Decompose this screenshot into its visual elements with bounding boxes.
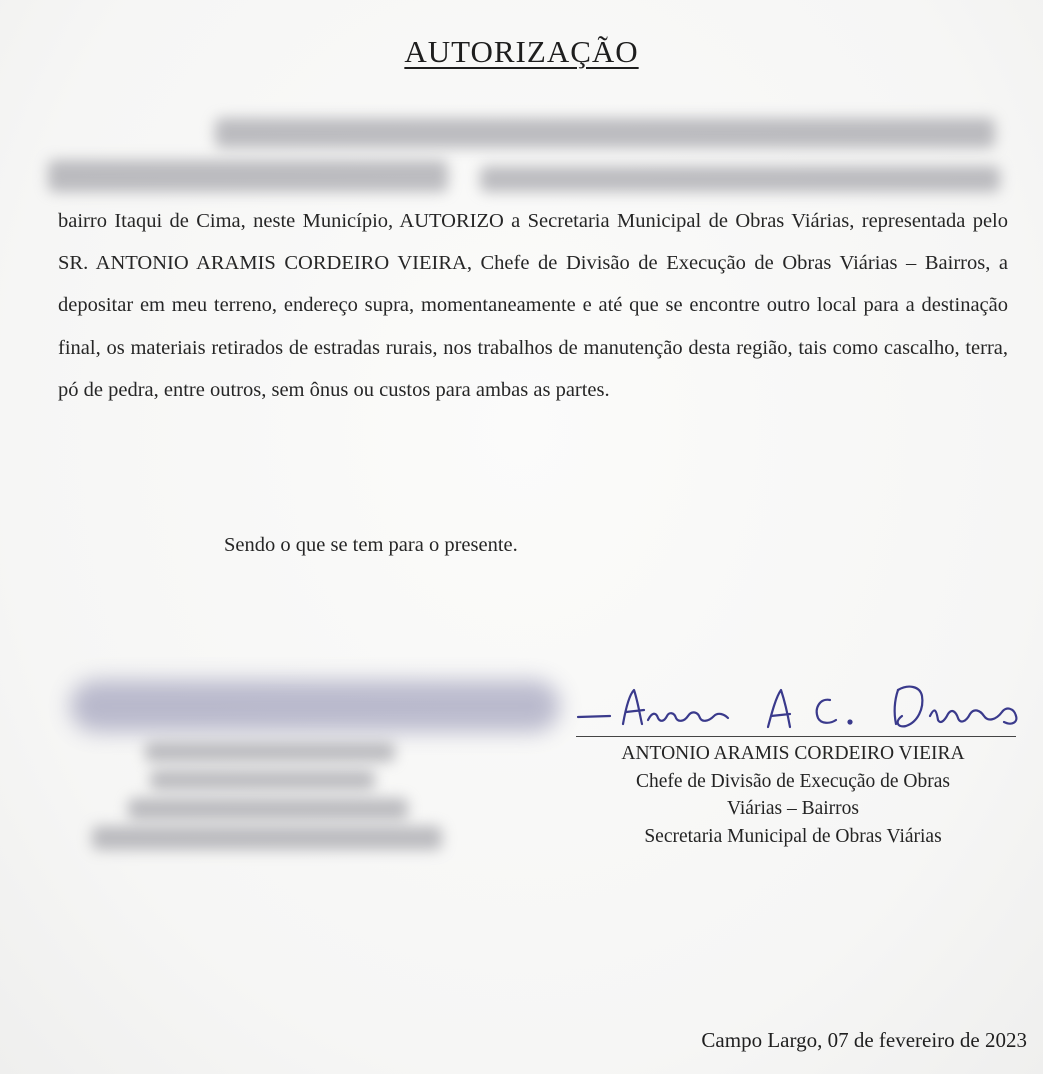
redacted-sig-line-3 <box>128 798 408 820</box>
signatory-role-line-1: Chefe de Divisão de Execução de Obras <box>635 770 951 792</box>
redacted-signature <box>70 680 560 732</box>
signatory-details <box>568 740 1018 850</box>
closing-sentence: Sendo o que se tem para o presente. <box>224 534 518 556</box>
redacted-line-2b <box>480 166 1000 192</box>
signatory-name: ANTONIO ARAMIS CORDEIRO VIEIRA <box>621 743 965 764</box>
title-text: AUTORIZAÇÃO <box>404 34 639 69</box>
handwritten-signature <box>568 672 1038 742</box>
document-title <box>0 34 1043 70</box>
authorization-body: bairro Itaqui de Cima, neste Município, AUTORIZO a Secretaria Municipal de Obras Viárias, representada pelo SR. ANTONIO ARAMIS CORDEIRO VIEIRA, Chefe de Divisão de Execução de Obras Viárias – Bairros, a depositar em meu terreno, endereço supra, momentaneamente e até que se encontre outro local para a destinação final, os materiais retirados de estradas rurais, nos trabalhos de manutenção desta região, tais como cascalho, terra, pó de pedra, entre outros, sem ônus ou custos para ambas as partes. <box>58 210 1008 401</box>
signature-block <box>568 672 1038 862</box>
redacted-signature-block <box>50 670 570 870</box>
signatory-role-line-2: Viárias – Bairros <box>726 798 860 819</box>
redacted-sig-line-2 <box>150 770 375 790</box>
signatory-department: Secretaria Municipal de Obras Viárias <box>644 825 942 847</box>
date-line: Campo Largo, 07 de fevereiro de 2023 <box>701 1028 1027 1052</box>
redacted-line-1 <box>215 118 995 148</box>
redacted-sig-line-4 <box>92 826 442 850</box>
redacted-line-2a <box>48 160 448 192</box>
redacted-sig-line-1 <box>145 742 395 762</box>
signature-line <box>576 736 1016 737</box>
